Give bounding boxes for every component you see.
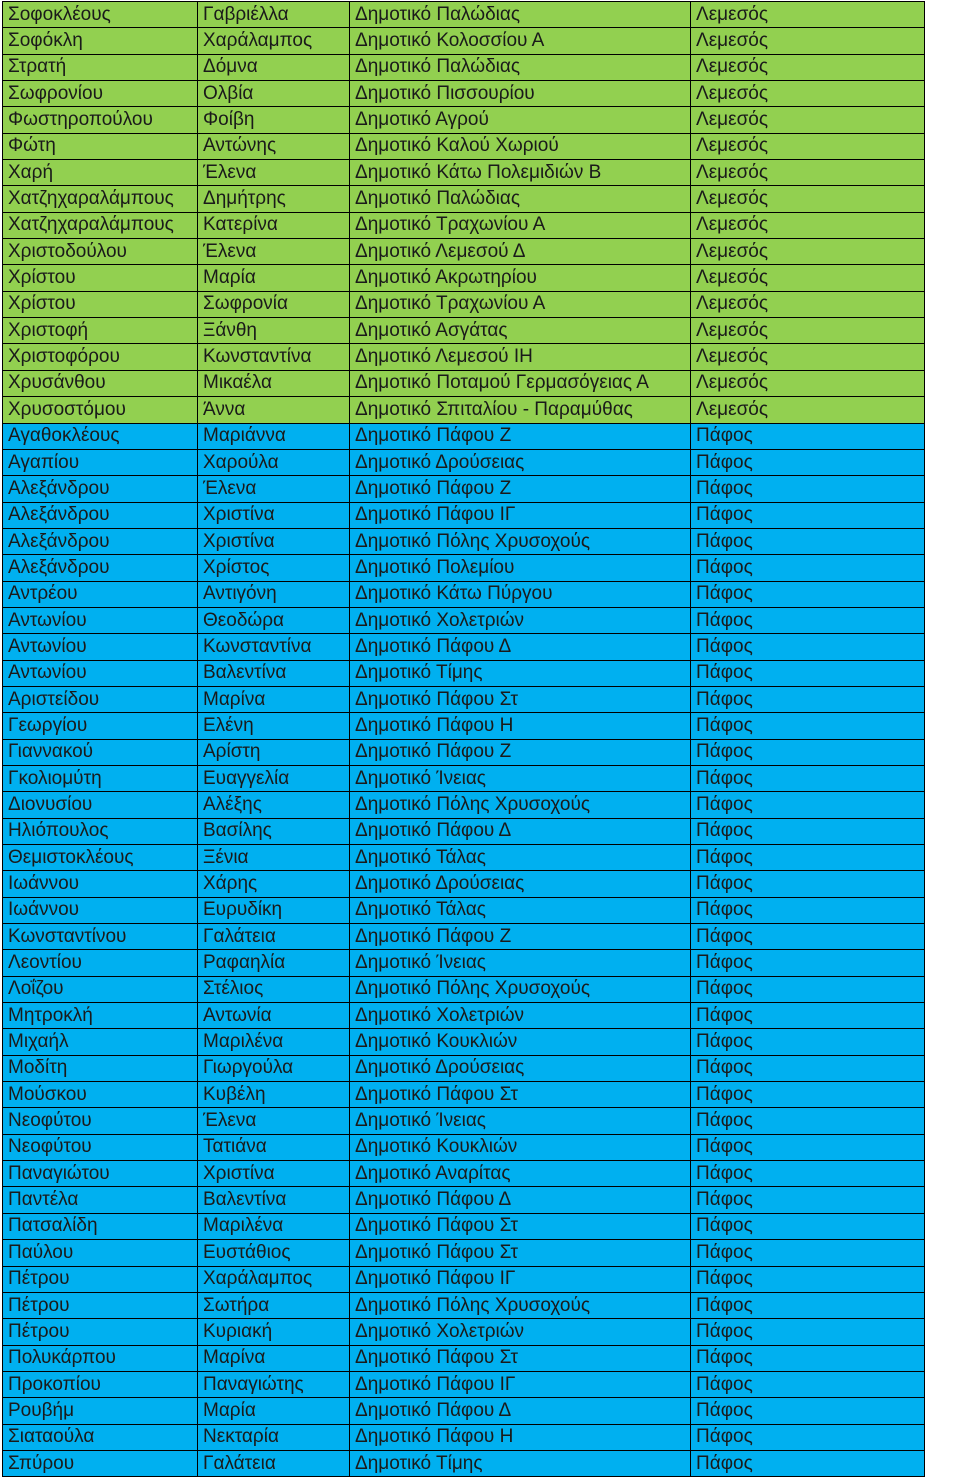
first-name-cell[interactable]: Μαριλένα xyxy=(198,1213,350,1239)
first-name-cell[interactable]: Χριστίνα xyxy=(198,502,350,528)
district-cell[interactable]: Πάφος xyxy=(691,765,925,791)
first-name-cell[interactable]: Ξάνθη xyxy=(198,318,350,344)
district-cell[interactable]: Πάφος xyxy=(691,686,925,712)
district-cell[interactable]: Πάφος xyxy=(691,1266,925,1292)
first-name-cell[interactable]: Αρίστη xyxy=(198,739,350,765)
district-cell[interactable]: Πάφος xyxy=(691,634,925,660)
table-row xyxy=(3,660,925,686)
first-name-cell[interactable]: Γιωργούλα xyxy=(198,1055,350,1081)
school-cell[interactable]: Δημοτικό Τίμης xyxy=(350,660,691,686)
school-cell[interactable]: Δημοτικό Κάτω Πύργου xyxy=(350,581,691,607)
first-name-cell[interactable]: Χρίστος xyxy=(198,555,350,581)
surname-cell[interactable]: Μοδίτη xyxy=(3,1055,198,1081)
district-cell[interactable]: Λεμεσός xyxy=(691,291,925,317)
table-row xyxy=(3,1213,925,1239)
surname-cell[interactable]: Μιχαήλ xyxy=(3,1029,198,1055)
surname-cell[interactable]: Σιαταούλα xyxy=(3,1424,198,1450)
school-cell[interactable]: Δημοτικό Ίνειας xyxy=(350,950,691,976)
surname-cell[interactable]: Χαρή xyxy=(3,160,198,186)
first-name-cell[interactable]: Ευστάθιος xyxy=(198,1240,350,1266)
school-cell[interactable]: Δημοτικό Παλώδιας xyxy=(350,186,691,212)
first-name-cell[interactable]: Μαριάννα xyxy=(198,423,350,449)
school-cell[interactable]: Δημοτικό Ίνειας xyxy=(350,1108,691,1134)
table-row xyxy=(3,291,925,317)
district-cell[interactable]: Λεμεσός xyxy=(691,81,925,107)
school-cell[interactable]: Δημοτικό Πόλης Χρυσοχούς xyxy=(350,1292,691,1318)
district-cell[interactable]: Πάφος xyxy=(691,1398,925,1424)
table-row xyxy=(3,239,925,265)
district-cell[interactable]: Πάφος xyxy=(691,897,925,923)
school-cell[interactable]: Δημοτικό Λεμεσού ΙΗ xyxy=(350,344,691,370)
table-row xyxy=(3,528,925,554)
school-cell[interactable]: Δημοτικό Πάφου Ζ xyxy=(350,476,691,502)
table-row xyxy=(3,449,925,475)
school-cell[interactable]: Δημοτικό Καλού Χωριού xyxy=(350,133,691,159)
surname-cell[interactable]: Πολυκάρπου xyxy=(3,1345,198,1371)
school-cell[interactable]: Δημοτικό Κολοσσίου Α xyxy=(350,28,691,54)
first-name-cell[interactable]: Ευρυδίκη xyxy=(198,897,350,923)
surname-cell[interactable]: Πατσαλίδη xyxy=(3,1213,198,1239)
table-row xyxy=(3,1161,925,1187)
school-cell[interactable]: Δημοτικό Παλώδιας xyxy=(350,54,691,80)
table-row xyxy=(3,871,925,897)
first-name-cell[interactable]: Αντιγόνη xyxy=(198,581,350,607)
first-name-cell[interactable]: Βαλεντίνα xyxy=(198,660,350,686)
surname-cell[interactable]: Φώτη xyxy=(3,133,198,159)
district-cell[interactable]: Πάφος xyxy=(691,423,925,449)
surname-cell[interactable]: Ιωάννου xyxy=(3,897,198,923)
school-cell[interactable]: Δημοτικό Πάφου Δ xyxy=(350,634,691,660)
first-name-cell[interactable]: Χαράλαμπος xyxy=(198,1266,350,1292)
first-name-cell[interactable]: Κυβέλη xyxy=(198,1082,350,1108)
school-cell[interactable]: Δημοτικό Πάφου Στ xyxy=(350,686,691,712)
district-cell[interactable]: Πάφος xyxy=(691,607,925,633)
surname-cell[interactable]: Προκοπίου xyxy=(3,1371,198,1397)
surname-cell[interactable]: Αλεξάνδρου xyxy=(3,502,198,528)
school-cell[interactable]: Δημοτικό Τραχωνίου Α xyxy=(350,212,691,238)
school-cell[interactable]: Δημοτικό Πάφου Δ xyxy=(350,1398,691,1424)
district-cell[interactable]: Πάφος xyxy=(691,871,925,897)
first-name-cell[interactable]: Δόμνα xyxy=(198,54,350,80)
first-name-cell[interactable]: Έλενα xyxy=(198,160,350,186)
table-row xyxy=(3,607,925,633)
school-cell[interactable]: Δημοτικό Πάφου ΙΓ xyxy=(350,1266,691,1292)
surname-cell[interactable]: Πέτρου xyxy=(3,1266,198,1292)
surname-cell[interactable]: Γιαννακού xyxy=(3,739,198,765)
first-name-cell[interactable]: Σωτήρα xyxy=(198,1292,350,1318)
district-cell[interactable]: Πάφος xyxy=(691,1029,925,1055)
school-cell[interactable]: Δημοτικό Πάφου Δ xyxy=(350,1187,691,1213)
surname-cell[interactable]: Χριστοφόρου xyxy=(3,344,198,370)
surname-cell[interactable]: Διονυσίου xyxy=(3,792,198,818)
table-row xyxy=(3,1266,925,1292)
surname-cell[interactable]: Γεωργίου xyxy=(3,713,198,739)
table-row xyxy=(3,318,925,344)
school-cell[interactable]: Δημοτικό Κουκλιών xyxy=(350,1029,691,1055)
district-cell[interactable]: Πάφος xyxy=(691,660,925,686)
surname-cell[interactable]: Χριστοδούλου xyxy=(3,239,198,265)
first-name-cell[interactable]: Κυριακή xyxy=(198,1319,350,1345)
table-row xyxy=(3,1319,925,1345)
first-name-cell[interactable]: Θεοδώρα xyxy=(198,607,350,633)
school-cell[interactable]: Δημοτικό Πάφου Ζ xyxy=(350,924,691,950)
district-cell[interactable]: Λεμεσός xyxy=(691,133,925,159)
first-name-cell[interactable]: Μικαέλα xyxy=(198,370,350,396)
surname-cell[interactable]: Μούσκου xyxy=(3,1082,198,1108)
table-row xyxy=(3,28,925,54)
table-row xyxy=(3,133,925,159)
district-cell[interactable]: Πάφος xyxy=(691,1082,925,1108)
district-cell[interactable]: Πάφος xyxy=(691,1424,925,1450)
first-name-cell[interactable]: Φοίβη xyxy=(198,107,350,133)
surname-cell[interactable]: Ρουβήμ xyxy=(3,1398,198,1424)
district-cell[interactable]: Πάφος xyxy=(691,502,925,528)
first-name-cell[interactable]: Αντώνης xyxy=(198,133,350,159)
district-cell[interactable]: Πάφος xyxy=(691,1213,925,1239)
table-row xyxy=(3,1292,925,1318)
first-name-cell[interactable]: Γαλάτεια xyxy=(198,924,350,950)
table-row xyxy=(3,950,925,976)
surname-cell[interactable]: Αγαπίου xyxy=(3,449,198,475)
school-cell[interactable]: Δημοτικό Πάφου Ζ xyxy=(350,423,691,449)
school-cell[interactable]: Δημοτικό Ακρωτηρίου xyxy=(350,265,691,291)
table-row xyxy=(3,2,925,28)
table-row xyxy=(3,370,925,396)
school-cell[interactable]: Δημοτικό Πάφου Η xyxy=(350,713,691,739)
table-row xyxy=(3,792,925,818)
table-row xyxy=(3,1345,925,1371)
surname-cell[interactable]: Ηλιόπουλος xyxy=(3,818,198,844)
surname-cell[interactable]: Παντέλα xyxy=(3,1187,198,1213)
school-cell[interactable]: Δημοτικό Κάτω Πολεμιδιών Β xyxy=(350,160,691,186)
surname-cell[interactable]: Νεοφύτου xyxy=(3,1134,198,1160)
table-row xyxy=(3,502,925,528)
surname-cell[interactable]: Χατζηχαραλάμπους xyxy=(3,212,198,238)
school-cell[interactable]: Δημοτικό Ποταμού Γερμασόγειας Α xyxy=(350,370,691,396)
school-cell[interactable]: Δημοτικό Χολετριών xyxy=(350,1319,691,1345)
district-cell[interactable]: Πάφος xyxy=(691,1371,925,1397)
district-cell[interactable]: Πάφος xyxy=(691,1134,925,1160)
school-cell[interactable]: Δημοτικό Αγρού xyxy=(350,107,691,133)
first-name-cell[interactable]: Δημήτρης xyxy=(198,186,350,212)
table-row xyxy=(3,555,925,581)
surname-cell[interactable]: Πέτρου xyxy=(3,1319,198,1345)
first-name-cell[interactable]: Άννα xyxy=(198,397,350,423)
surname-cell[interactable]: Γκολιομύτη xyxy=(3,765,198,791)
surname-cell[interactable]: Ιωάννου xyxy=(3,871,198,897)
first-name-cell[interactable]: Μαρίνα xyxy=(198,1345,350,1371)
surname-cell[interactable]: Παναγιώτου xyxy=(3,1161,198,1187)
school-cell[interactable]: Δημοτικό Πάφου Στ xyxy=(350,1082,691,1108)
surname-cell[interactable]: Πέτρου xyxy=(3,1292,198,1318)
school-cell[interactable]: Δημοτικό Παλώδιας xyxy=(350,2,691,28)
district-cell[interactable]: Πάφος xyxy=(691,924,925,950)
first-name-cell[interactable]: Μαρία xyxy=(198,1398,350,1424)
first-name-cell[interactable]: Κατερίνα xyxy=(198,212,350,238)
table-row xyxy=(3,1082,925,1108)
school-cell[interactable]: Δημοτικό Πάφου Στ xyxy=(350,1213,691,1239)
district-cell[interactable]: Πάφος xyxy=(691,1055,925,1081)
table-row xyxy=(3,397,925,423)
table-row xyxy=(3,423,925,449)
school-cell[interactable]: Δημοτικό Πάφου ΙΓ xyxy=(350,1371,691,1397)
district-cell[interactable]: Πάφος xyxy=(691,950,925,976)
table-row xyxy=(3,1240,925,1266)
district-cell[interactable]: Πάφος xyxy=(691,713,925,739)
school-cell[interactable]: Δημοτικό Χολετριών xyxy=(350,607,691,633)
table-row xyxy=(3,976,925,1002)
school-cell[interactable]: Δημοτικό Πάφου Στ xyxy=(350,1345,691,1371)
table-row xyxy=(3,1003,925,1029)
school-cell[interactable]: Δημοτικό Τραχωνίου Α xyxy=(350,291,691,317)
surname-cell[interactable]: Χρυσοστόμου xyxy=(3,397,198,423)
school-cell[interactable]: Δημοτικό Πισσουρίου xyxy=(350,81,691,107)
first-name-cell[interactable]: Ευαγγελία xyxy=(198,765,350,791)
district-cell[interactable]: Πάφος xyxy=(691,581,925,607)
surname-cell[interactable]: Λοΐζου xyxy=(3,976,198,1002)
table-row xyxy=(3,765,925,791)
first-name-cell[interactable]: Χάρης xyxy=(198,871,350,897)
district-cell[interactable]: Πάφος xyxy=(691,1003,925,1029)
school-cell[interactable]: Δημοτικό Λεμεσού Δ xyxy=(350,239,691,265)
district-cell[interactable]: Πάφος xyxy=(691,976,925,1002)
table-row xyxy=(3,476,925,502)
table-row xyxy=(3,634,925,660)
school-cell[interactable]: Δημοτικό Πολεμίου xyxy=(350,555,691,581)
first-name-cell[interactable]: Ολβία xyxy=(198,81,350,107)
district-cell[interactable]: Πάφος xyxy=(691,1345,925,1371)
school-cell[interactable]: Δημοτικό Σπιταλίου - Παραμύθας xyxy=(350,397,691,423)
district-cell[interactable]: Λεμεσός xyxy=(691,28,925,54)
spreadsheet-table xyxy=(2,1,925,1477)
first-name-cell[interactable]: Ξένια xyxy=(198,845,350,871)
table-row xyxy=(3,924,925,950)
first-name-cell[interactable]: Έλενα xyxy=(198,1108,350,1134)
first-name-cell[interactable]: Στέλιος xyxy=(198,976,350,1002)
table-row xyxy=(3,897,925,923)
table-row xyxy=(3,265,925,291)
first-name-cell[interactable]: Γαβριέλλα xyxy=(198,2,350,28)
district-cell[interactable]: Λεμεσός xyxy=(691,370,925,396)
surname-cell[interactable]: Σοφοκλέους xyxy=(3,2,198,28)
first-name-cell[interactable]: Βαλεντίνα xyxy=(198,1187,350,1213)
surname-cell[interactable]: Παύλου xyxy=(3,1240,198,1266)
district-cell[interactable]: Λεμεσός xyxy=(691,54,925,80)
first-name-cell[interactable]: Κωνσταντίνα xyxy=(198,634,350,660)
district-cell[interactable]: Πάφος xyxy=(691,1450,925,1476)
district-cell[interactable]: Πάφος xyxy=(691,555,925,581)
school-cell[interactable]: Δημοτικό Δρούσειας xyxy=(350,871,691,897)
school-cell[interactable]: Δημοτικό Τάλας xyxy=(350,897,691,923)
district-cell[interactable]: Πάφος xyxy=(691,1292,925,1318)
district-cell[interactable]: Πάφος xyxy=(691,476,925,502)
school-cell[interactable]: Δημοτικό Πάφου Ζ xyxy=(350,739,691,765)
surname-cell[interactable]: Χρίστου xyxy=(3,291,198,317)
surname-cell[interactable]: Σωφρονίου xyxy=(3,81,198,107)
surname-cell[interactable]: Σοφόκλη xyxy=(3,28,198,54)
table-row xyxy=(3,739,925,765)
district-cell[interactable]: Πάφος xyxy=(691,739,925,765)
district-cell[interactable]: Λεμεσός xyxy=(691,186,925,212)
surname-cell[interactable]: Αντωνίου xyxy=(3,607,198,633)
district-cell[interactable]: Λεμεσός xyxy=(691,212,925,238)
school-cell[interactable]: Δημοτικό Κουκλιών xyxy=(350,1134,691,1160)
table-row xyxy=(3,186,925,212)
table-row xyxy=(3,1450,925,1476)
surname-cell[interactable]: Φωστηροπούλου xyxy=(3,107,198,133)
first-name-cell[interactable]: Έλενα xyxy=(198,239,350,265)
table-row xyxy=(3,845,925,871)
school-cell[interactable]: Δημοτικό Πάφου Στ xyxy=(350,1240,691,1266)
surname-cell[interactable]: Αντωνίου xyxy=(3,634,198,660)
district-cell[interactable]: Λεμεσός xyxy=(691,107,925,133)
table-row xyxy=(3,1055,925,1081)
surname-cell[interactable]: Αριστείδου xyxy=(3,686,198,712)
school-cell[interactable]: Δημοτικό Ίνειας xyxy=(350,765,691,791)
district-cell[interactable]: Πάφος xyxy=(691,845,925,871)
surname-cell[interactable]: Αντωνίου xyxy=(3,660,198,686)
surname-cell[interactable]: Κωνσταντίνου xyxy=(3,924,198,950)
school-cell[interactable]: Δημοτικό Πάφου Δ xyxy=(350,818,691,844)
first-name-cell[interactable]: Μαριλένα xyxy=(198,1029,350,1055)
district-cell[interactable]: Λεμεσός xyxy=(691,239,925,265)
school-cell[interactable]: Δημοτικό Πάφου ΙΓ xyxy=(350,502,691,528)
surname-cell[interactable]: Χατζηχαραλάμπους xyxy=(3,186,198,212)
table-row xyxy=(3,1371,925,1397)
surname-cell[interactable]: Αλεξάνδρου xyxy=(3,555,198,581)
table-row xyxy=(3,581,925,607)
first-name-cell[interactable]: Ραφαηλία xyxy=(198,950,350,976)
first-name-cell[interactable]: Αντωνία xyxy=(198,1003,350,1029)
table-row xyxy=(3,1187,925,1213)
table-row xyxy=(3,344,925,370)
surname-cell[interactable]: Αγαθοκλέους xyxy=(3,423,198,449)
first-name-cell[interactable]: Μαρία xyxy=(198,265,350,291)
first-name-cell[interactable]: Γαλάτεια xyxy=(198,1450,350,1476)
table-row xyxy=(3,686,925,712)
table-row xyxy=(3,1108,925,1134)
first-name-cell[interactable]: Χαρούλα xyxy=(198,449,350,475)
surname-cell[interactable]: Σπύρου xyxy=(3,1450,198,1476)
district-cell[interactable]: Πάφος xyxy=(691,1161,925,1187)
table-row xyxy=(3,1398,925,1424)
school-cell[interactable]: Δημοτικό Αναρίτας xyxy=(350,1161,691,1187)
first-name-cell[interactable]: Τατιάνα xyxy=(198,1134,350,1160)
district-cell[interactable]: Λεμεσός xyxy=(691,160,925,186)
first-name-cell[interactable]: Βασίλης xyxy=(198,818,350,844)
district-cell[interactable]: Πάφος xyxy=(691,1108,925,1134)
school-cell[interactable]: Δημοτικό Ασγάτας xyxy=(350,318,691,344)
surname-cell[interactable]: Θεμιστοκλέους xyxy=(3,845,198,871)
first-name-cell[interactable]: Χριστίνα xyxy=(198,1161,350,1187)
first-name-cell[interactable]: Ελένη xyxy=(198,713,350,739)
district-cell[interactable]: Πάφος xyxy=(691,1187,925,1213)
district-cell[interactable]: Λεμεσός xyxy=(691,397,925,423)
school-cell[interactable]: Δημοτικό Πόλης Χρυσοχούς xyxy=(350,528,691,554)
first-name-cell[interactable]: Χριστίνα xyxy=(198,528,350,554)
table-row xyxy=(3,81,925,107)
district-cell[interactable]: Πάφος xyxy=(691,1240,925,1266)
school-cell[interactable]: Δημοτικό Χολετριών xyxy=(350,1003,691,1029)
school-cell[interactable]: Δημοτικό Δρούσειας xyxy=(350,1055,691,1081)
district-cell[interactable]: Πάφος xyxy=(691,528,925,554)
surname-cell[interactable]: Χριστοφή xyxy=(3,318,198,344)
first-name-cell[interactable]: Αλέξης xyxy=(198,792,350,818)
first-name-cell[interactable]: Κωνσταντίνα xyxy=(198,344,350,370)
district-cell[interactable]: Λεμεσός xyxy=(691,2,925,28)
district-cell[interactable]: Λεμεσός xyxy=(691,344,925,370)
table-row xyxy=(3,1424,925,1450)
district-cell[interactable]: Λεμεσός xyxy=(691,318,925,344)
first-name-cell[interactable]: Παναγιώτης xyxy=(198,1371,350,1397)
first-name-cell[interactable]: Νεκταρία xyxy=(198,1424,350,1450)
surname-cell[interactable]: Λεοντίου xyxy=(3,950,198,976)
surname-cell[interactable]: Αντρέου xyxy=(3,581,198,607)
table-row xyxy=(3,212,925,238)
surname-cell[interactable]: Στρατή xyxy=(3,54,198,80)
table-row xyxy=(3,160,925,186)
school-cell[interactable]: Δημοτικό Πάφου Η xyxy=(350,1424,691,1450)
table-row xyxy=(3,1134,925,1160)
table-body xyxy=(3,2,925,1477)
table-row xyxy=(3,107,925,133)
school-cell[interactable]: Δημοτικό Τάλας xyxy=(350,845,691,871)
school-cell[interactable]: Δημοτικό Τίμης xyxy=(350,1450,691,1476)
first-name-cell[interactable]: Έλενα xyxy=(198,476,350,502)
school-cell[interactable]: Δημοτικό Πόλης Χρυσοχούς xyxy=(350,792,691,818)
district-cell[interactable]: Λεμεσός xyxy=(691,265,925,291)
district-cell[interactable]: Πάφος xyxy=(691,449,925,475)
table-row xyxy=(3,713,925,739)
surname-cell[interactable]: Χρίστου xyxy=(3,265,198,291)
district-cell[interactable]: Πάφος xyxy=(691,1319,925,1345)
table-row xyxy=(3,1029,925,1055)
first-name-cell[interactable]: Μαρίνα xyxy=(198,686,350,712)
surname-cell[interactable]: Νεοφύτου xyxy=(3,1108,198,1134)
table-row xyxy=(3,54,925,80)
district-cell[interactable]: Πάφος xyxy=(691,818,925,844)
surname-cell[interactable]: Μητροκλή xyxy=(3,1003,198,1029)
surname-cell[interactable]: Αλεξάνδρου xyxy=(3,528,198,554)
surname-cell[interactable]: Χρυσάνθου xyxy=(3,370,198,396)
surname-cell[interactable]: Αλεξάνδρου xyxy=(3,476,198,502)
first-name-cell[interactable]: Χαράλαμπος xyxy=(198,28,350,54)
school-cell[interactable]: Δημοτικό Δρούσειας xyxy=(350,449,691,475)
school-cell[interactable]: Δημοτικό Πόλης Χρυσοχούς xyxy=(350,976,691,1002)
first-name-cell[interactable]: Σωφρονία xyxy=(198,291,350,317)
table-row xyxy=(3,818,925,844)
district-cell[interactable]: Πάφος xyxy=(691,792,925,818)
